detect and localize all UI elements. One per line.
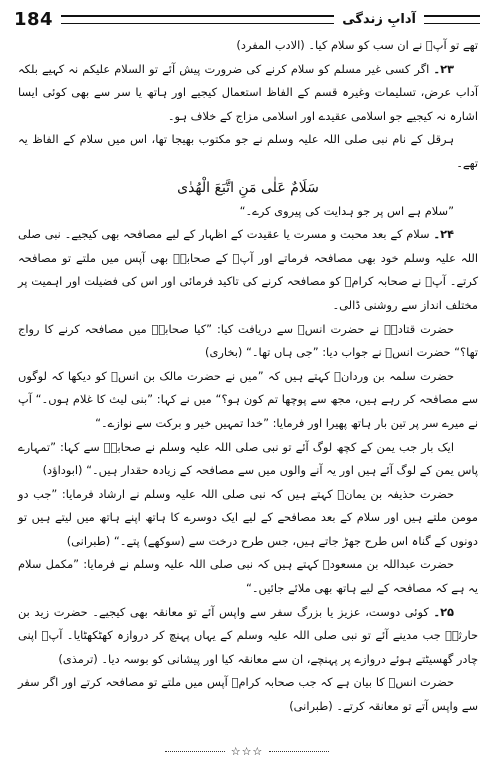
footer-dots-left xyxy=(165,751,225,752)
page-number: 184 xyxy=(14,8,54,30)
paragraph: ہرقل کے نام نبی صلی اللہ علیہ وسلم نے جو مکتوب بھیجا تھا، اس میں سلام کے الفاظ یہ تھے۔ xyxy=(18,132,478,170)
star-ornament-icon: ☆☆☆ xyxy=(230,745,264,758)
translation-quote: ”سلام ہے اس پر جو ہدایت کی پیروی کرے۔“ xyxy=(239,203,454,218)
paragraph: تھے تو آپؐ نے ان سب کو سلام کیا۔ (الادب المفرد) xyxy=(236,38,478,52)
paragraph: حضرت قتادہؓ نے حضرت انسؓ سے دریافت کیا: ”کیا صحابہؓ میں مصافحہ کرنے کا رواج تھا؟“ حضرت انسؓ نے جواب دیا: ”جی ہاں تھا۔“ (بخاری) xyxy=(18,321,478,360)
paragraph-number: ۲۴۔ xyxy=(433,227,455,242)
page-header xyxy=(14,8,480,30)
footer-dots-right xyxy=(269,751,329,752)
paragraph: ایک بار جب یمن کے کچھ لوگ آئے تو نبی صلی اللہ علیہ وسلم نے صحابہؓ سے کہا: ”تمہارے پاس یمن کے لوگ آئے ہیں اور یہ آنے والوں میں سے مصافحہ کے زیادہ حقدار ہیں۔“ (ابوداؤد) xyxy=(18,439,478,478)
paragraph: حضرت حذیفہ بن یمانؓ کہتے ہیں کہ نبی صلی اللہ علیہ وسلم نے ارشاد فرمایا: ”جب دو مومن ملتے ہیں اور سلام کے بعد مصافحے کے لیے ایک دوسرے کا ہاتھ اپنے ہاتھ میں لیتے ہیں تو دونوں کے گناہ اس طرح جھڑ جاتے ہیں، جس طرح درخت سے (سوکھے) پتے۔“ (طبرانی) xyxy=(18,486,478,548)
paragraph: حضرت عبداللہ بن مسعودؓ کہتے ہیں کہ نبی صلی اللہ علیہ وسلم نے فرمایا: ”مکمل سلام یہ ہے کہ مصافحہ کے لیے ہاتھ بھی ملائے جائیں۔“ xyxy=(18,557,478,596)
paragraph-number: ۲۳۔ xyxy=(433,61,455,76)
header-rule-right xyxy=(424,15,480,24)
paragraph-24: ۲۴۔ سلام کے بعد محبت و مسرت یا عقیدت کے اظہار کے لیے مصافحہ بھی کیجیے۔ نبی صلی اللہ علیہ وسلم خود بھی مصافحہ فرماتے اور آپؐ کے صحابہؓ بھی آپس میں ملتے تو مصافحہ کرتے۔ آپؐ نے صحابہ کرامؓ کو مصافحہ کرنے کی تاکید فرمائی اور اس کی فضیلت اور اہمیت پر مختلف انداز سے روشنی ڈالی۔ xyxy=(18,227,478,312)
paragraph: حضرت سلمہ بن وردانؒ کہتے ہیں کہ ”میں نے حضرت مالک بن انسؓ کو دیکھا کہ لوگوں سے مصافحہ کر رہے ہیں، مجھ سے پوچھا تم کون ہو؟“ میں نے کہا: ”بنی لیث کا غلام ہوں۔“ آپ نے میرے سر پر تین بار ہاتھ پھیرا اور فرمایا: ”خدا تمہیں خیر و برکت سے نوازے۔“ xyxy=(18,368,478,430)
page-footer xyxy=(0,745,494,758)
page-body xyxy=(18,34,478,719)
running-title: آدابِ زندگی xyxy=(342,11,416,27)
paragraph: حضرت انسؓ کا بیان ہے کہ جب صحابہ کرامؓ آپس میں ملتے تو مصافحہ کرتے اور اگر سفر سے واپس آتے تو معانقہ کرتے۔ (طبرانی) xyxy=(18,675,478,714)
arabic-salutation: سَلَامٌ عَلٰی مَنِ اتَّبَعَ الْھُدٰی xyxy=(177,179,319,196)
header-rule-left xyxy=(61,15,334,24)
paragraph-number: ۲۵۔ xyxy=(433,604,454,619)
paragraph-25: ۲۵۔ کوئی دوست، عزیز یا بزرگ سفر سے واپس آئے تو معانقہ بھی کیجیے۔ حضرت زید بن حارثہؓ جب مدینے آئے تو نبی صلی اللہ علیہ وسلم کے یہاں پہنچ کر دروازہ کھٹکھٹایا۔ آپؐ اپنی چادر گھسیٹتے ہوئے دروازے پر پہنچے، ان سے معانقہ کیا اور پیشانی کو بوسہ دیا۔ (ترمذی) xyxy=(18,604,478,666)
paragraph-23: ۲۳۔ اگر کسی غیر مسلم کو سلام کرنے کی ضرورت پیش آئے تو السلام علیکم نہ کہیے بلکہ آداب عرض، تسلیمات وغیرہ قسم کے الفاظ استعمال کیجیے اور ہاتھ یا سر سے بھی کوئی ایسا اشارہ نہ کیجیے جو اسلامی عقیدے اور اسلامی مزاج کے خلاف ہو۔ xyxy=(18,61,478,123)
